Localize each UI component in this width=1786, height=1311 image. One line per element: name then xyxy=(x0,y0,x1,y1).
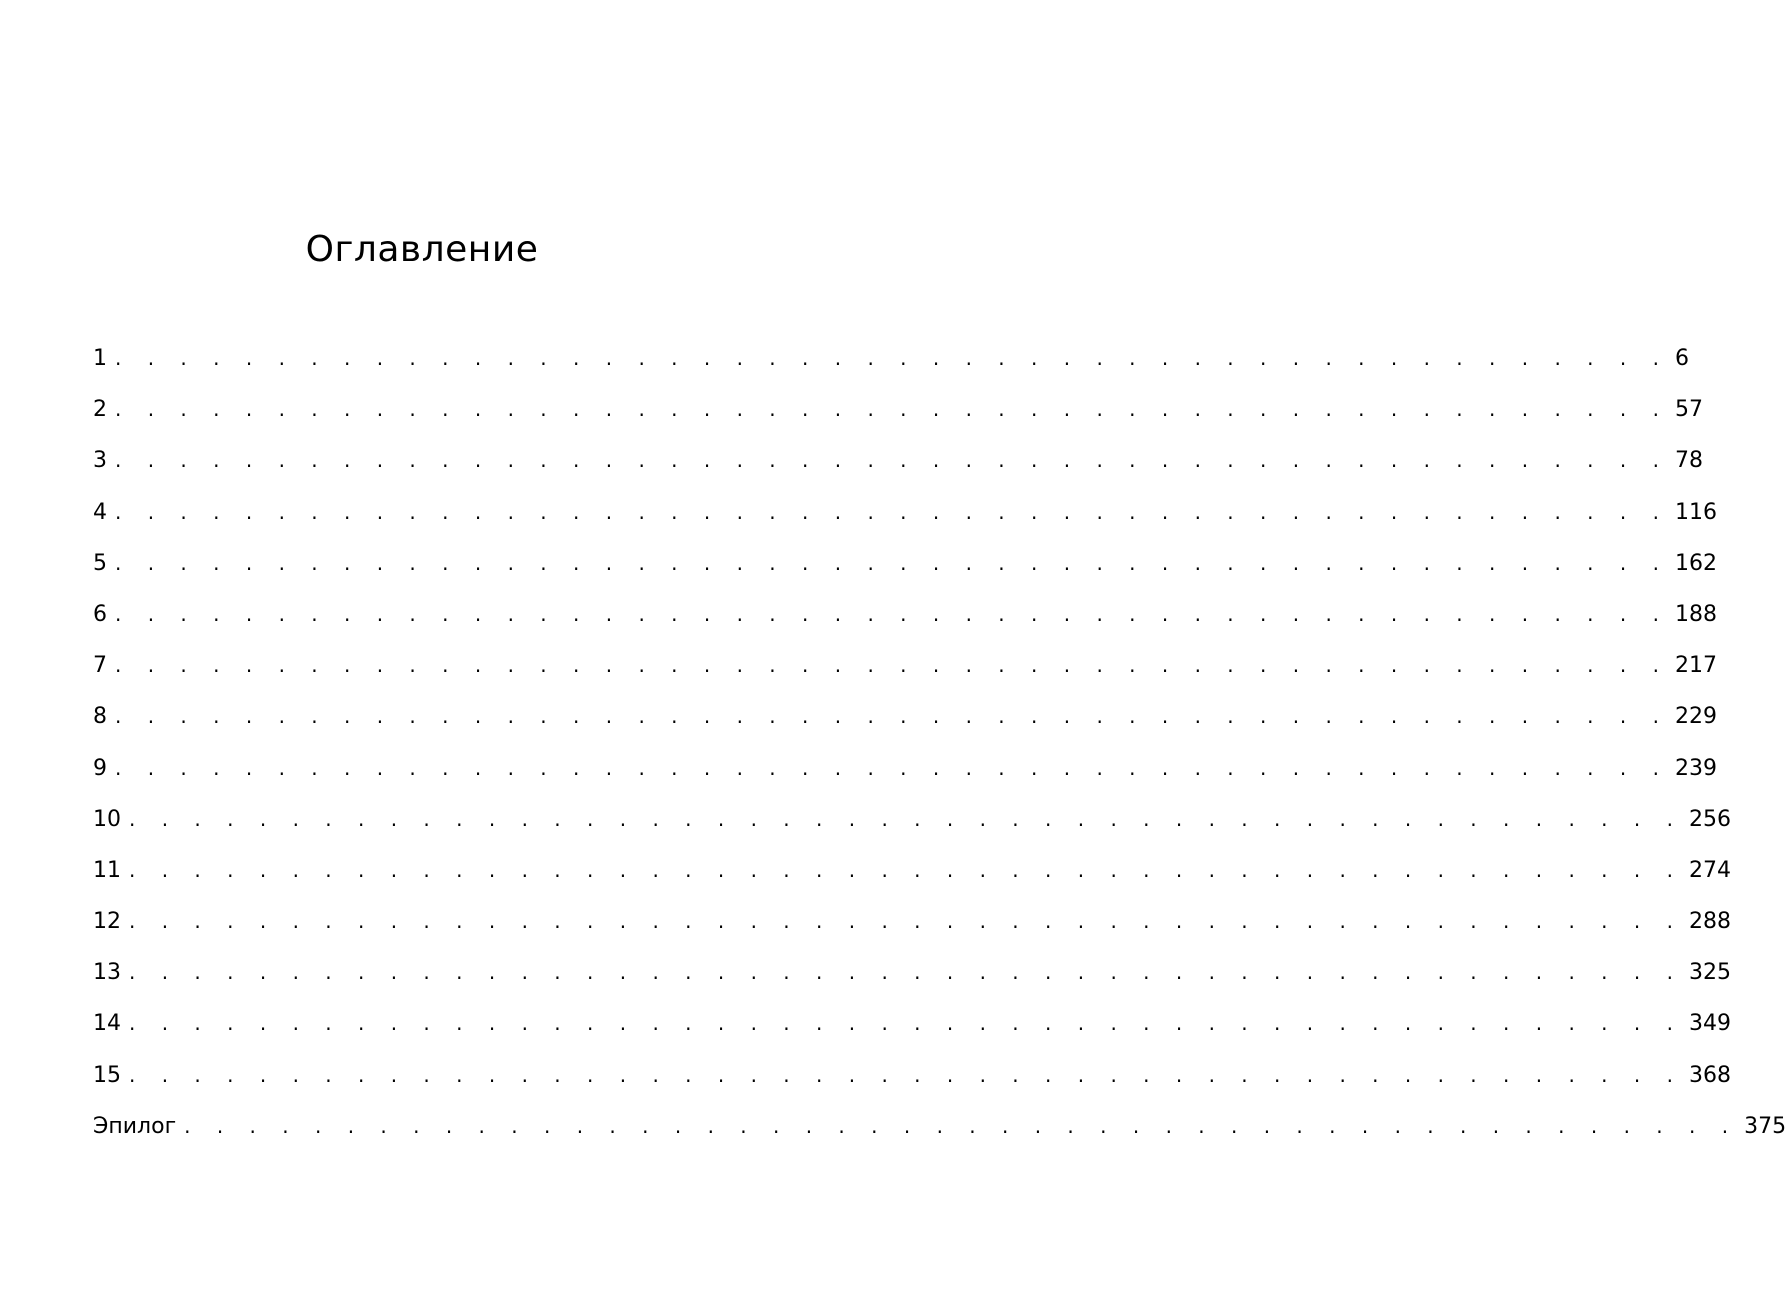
toc-dot-leader: . . . . . . . . . . . . . . . . . . . . . . . . . . . . . . . . . . . . . . . . . . . . . . . . xyxy=(115,346,1669,370)
toc-entry-label: 2 xyxy=(93,397,107,423)
toc-entry xyxy=(93,543,1717,594)
toc-dot-leader: . . . . . . . . . . . . . . . . . . . . . . . . . . . . . . . . . . . . . . . . . . . . . . . . xyxy=(115,755,1669,780)
toc-dot-leader: . . . . . . . . . . . . . . . . . . . . . . . . . . . . . . . . . . . . . . . . . . . . . . . . xyxy=(115,550,1669,575)
toc-entry xyxy=(93,1003,1731,1054)
toc-dot-leader: . . . . . . . . . . . . . . . . . . . . . . . . . . . . . . . . . . . . . . . . . . . . . . . . xyxy=(115,704,1669,729)
toc-entry-page: 188 xyxy=(1674,601,1717,627)
toc-dot-leader: . . . . . . . . . . . . . . . . . . . . . . . . . . . . . . . . . . . . . . . . . . . . . . . . xyxy=(115,499,1669,524)
toc-dot-leader: . . . . . . . . . . . . . . . . . . . . . . . . . . . . . . . . . . . . . . . . . . . . . . . . xyxy=(115,397,1669,422)
toc-entry-page: 239 xyxy=(1674,755,1717,781)
toc-dot-leader: . . . . . . . . . . . . . . . . . . . . . . . . . . . . . . . . . . . . . . . . . . . . . . . . xyxy=(129,1011,1683,1036)
toc-entry-label: 3 xyxy=(93,448,107,474)
toc-entry-page: 274 xyxy=(1688,857,1731,883)
toc-entry-page: 256 xyxy=(1688,806,1731,832)
toc-entry-page: 229 xyxy=(1674,704,1717,730)
toc-entry-page: 349 xyxy=(1688,1011,1731,1037)
toc-entry-page: 368 xyxy=(1688,1062,1731,1088)
toc-entry xyxy=(93,389,1703,440)
toc-entry xyxy=(93,901,1731,952)
toc-dot-leader: . . . . . . . . . . . . . . . . . . . . . . . . . . . . . . . . . . . . . . . . . . . . . . . . xyxy=(129,857,1683,882)
toc-entry-page: 325 xyxy=(1688,960,1731,986)
toc-entry-page: 162 xyxy=(1674,550,1717,576)
toc-entry-label: 13 xyxy=(93,960,121,986)
toc-entry-label: 1 xyxy=(93,346,107,371)
toc-entry-page: 57 xyxy=(1674,397,1703,423)
toc-entry-label: 7 xyxy=(93,653,107,679)
toc-entry-page: 6 xyxy=(1674,346,1689,371)
toc-dot-leader: . . . . . . . . . . . . . . . . . . . . . . . . . . . . . . . . . . . . . . . . . . . . . . . . xyxy=(129,1062,1683,1087)
toc-entry xyxy=(93,594,1717,645)
toc-entry-label: 11 xyxy=(93,857,121,883)
toc-entry-label: 12 xyxy=(93,909,121,935)
toc-entry xyxy=(93,696,1717,747)
toc-entry-page: 217 xyxy=(1674,653,1717,679)
toc-entry xyxy=(93,440,1703,491)
toc-dot-leader: . . . . . . . . . . . . . . . . . . . . . . . . . . . . . . . . . . . . . . . . . . . . . . . . xyxy=(115,601,1669,626)
toc-dot-leader: . . . . . . . . . . . . . . . . . . . . . . . . . . . . . . . . . . . . . . . . . . . . . . . . xyxy=(129,960,1683,985)
toc-entry-label: 8 xyxy=(93,704,107,730)
toc-entry xyxy=(93,645,1717,696)
toc-dot-leader: . . . . . . . . . . . . . . . . . . . . . . . . . . . . . . . . . . . . . . . . . . . . . . . . xyxy=(129,909,1683,934)
toc-entry xyxy=(93,748,1717,799)
toc-entry-label: 9 xyxy=(93,755,107,781)
toc-entry xyxy=(93,1106,1786,1157)
toc-entry xyxy=(93,799,1731,850)
toc-entry xyxy=(93,952,1731,1003)
toc-entry-label: 5 xyxy=(93,550,107,576)
toc-dot-leader: . . . . . . . . . . . . . . . . . . . . . . . . . . . . . . . . . . . . . . . . . . . . . . . . xyxy=(115,653,1669,678)
toc-entry-page: 78 xyxy=(1674,448,1703,474)
table-of-contents xyxy=(93,338,1786,1157)
toc-entry-label: 15 xyxy=(93,1062,121,1088)
toc-dot-leader: . . . . . . . . . . . . . . . . . . . . . . . . . . . . . . . . . . . . . . . . . . . . . . . . xyxy=(184,1113,1739,1138)
toc-entry-label: 10 xyxy=(93,806,121,832)
toc-dot-leader: . . . . . . . . . . . . . . . . . . . . . . . . . . . . . . . . . . . . . . . . . . . . . . . . xyxy=(129,806,1683,831)
toc-entry-page: 116 xyxy=(1674,499,1717,525)
toc-entry xyxy=(93,492,1717,543)
toc-dot-leader: . . . . . . . . . . . . . . . . . . . . . . . . . . . . . . . . . . . . . . . . . . . . . . . . xyxy=(115,448,1669,473)
toc-entry-label: Эпилог xyxy=(93,1113,177,1139)
page-title: Оглавление xyxy=(305,229,539,270)
toc-entry-label: 14 xyxy=(93,1011,121,1037)
toc-entry-label: 6 xyxy=(93,601,107,627)
toc-entry-page: 375 xyxy=(1744,1113,1786,1139)
toc-entry xyxy=(93,850,1731,901)
toc-entry xyxy=(93,338,1689,389)
toc-entry xyxy=(93,1055,1731,1106)
toc-entry-page: 288 xyxy=(1688,909,1731,935)
toc-entry-label: 4 xyxy=(93,499,107,525)
